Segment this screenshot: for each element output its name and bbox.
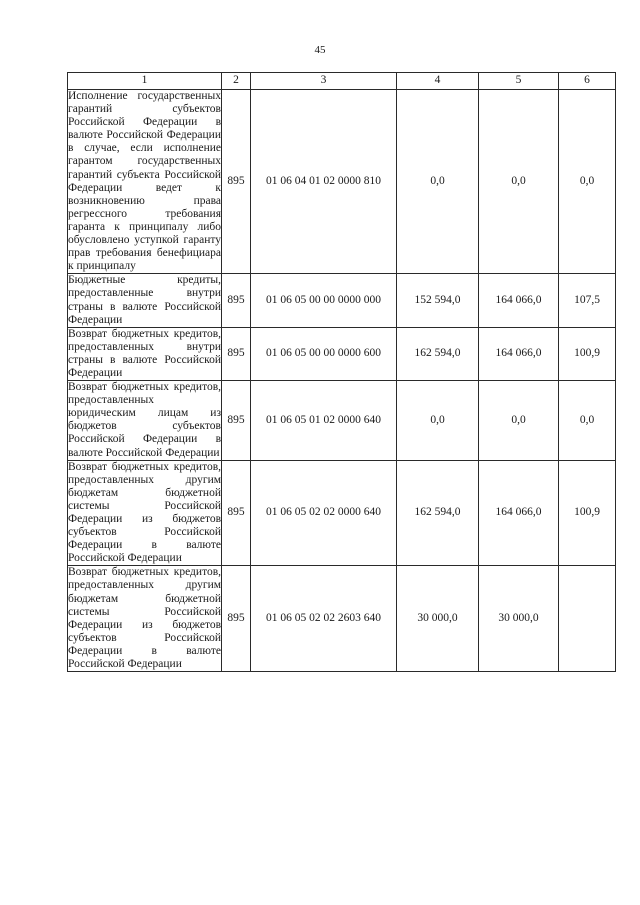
row-value-col5: 164 066,0 [479,327,559,380]
row-value-col4: 0,0 [397,90,479,274]
row-description: Возврат бюджетных кредитов, предоставленных юридическим лицам из бюджетов субъектов Российской Федерации в валюте Российской Федерации [68,381,221,459]
row-admin-code: 895 [222,566,251,672]
row-value-col5: 164 066,0 [479,274,559,327]
row-value-col6 [559,566,616,672]
row-budget-code: 01 06 05 01 02 0000 640 [251,381,397,461]
row-description: Бюджетные кредиты, предоставленные внутри страны в валюте Российской Федерации [68,274,221,326]
header-col-3: 3 [251,73,397,90]
header-col-2: 2 [222,73,251,90]
row-budget-code: 01 06 05 02 02 2603 640 [251,566,397,672]
header-col-4: 4 [397,73,479,90]
row-budget-code: 01 06 05 00 00 0000 600 [251,327,397,380]
row-description: Возврат бюджетных кредитов, предоставленных внутри страны в валюте Российской Федерации [68,327,221,379]
row-admin-code: 895 [222,274,251,327]
row-budget-code: 01 06 04 01 02 0000 810 [251,90,397,274]
row-value-col6: 100,9 [559,460,616,566]
row-value-col4: 162 594,0 [397,460,479,566]
row-value-col4: 0,0 [397,381,479,461]
header-col-6: 6 [559,73,616,90]
row-value-col4: 152 594,0 [397,274,479,327]
row-description: Исполнение государственных гарантий субъектов Российской Федерации в валюте Российской Федерации в случае, если исполнение гарантом государственных гарантий субъекта Российской Федерации ведет к возникновению права регрессного требования гаранта к принципалу либо обусловлено уступкой гаранту прав требования бенефициара к принципалу [68,90,221,273]
table-row [68,274,616,327]
table-row [68,381,616,461]
row-value-col5: 164 066,0 [479,460,559,566]
row-admin-code: 895 [222,327,251,380]
row-budget-code: 01 06 05 00 00 0000 000 [251,274,397,327]
row-value-col4: 162 594,0 [397,327,479,380]
header-row [68,73,616,90]
row-value-col4: 30 000,0 [397,566,479,672]
row-value-col6: 100,9 [559,327,616,380]
row-value-col5: 0,0 [479,90,559,274]
header-col-1: 1 [68,73,222,90]
row-value-col6: 0,0 [559,381,616,461]
table-row [68,460,616,566]
row-value-col6: 107,5 [559,274,616,327]
row-description: Возврат бюджетных кредитов, предоставленных другим бюджетам бюджетной системы Российской Федерации из бюджетов субъектов Российской Федерации в валюте Российской Федерации [68,460,221,565]
row-description: Возврат бюджетных кредитов, предоставленных другим бюджетам бюджетной системы Российской Федерации из бюджетов субъектов Российской Федерации в валюте Российской Федерации [68,566,221,671]
page-number: 45 [314,44,326,56]
table-row [68,90,616,274]
table-row [68,327,616,380]
row-budget-code: 01 06 05 02 02 0000 640 [251,460,397,566]
row-admin-code: 895 [222,90,251,274]
row-admin-code: 895 [222,460,251,566]
row-admin-code: 895 [222,381,251,461]
header-col-5: 5 [479,73,559,90]
row-value-col6: 0,0 [559,90,616,274]
row-value-col5: 30 000,0 [479,566,559,672]
budget-table [67,72,616,672]
table-row [68,566,616,672]
row-value-col5: 0,0 [479,381,559,461]
